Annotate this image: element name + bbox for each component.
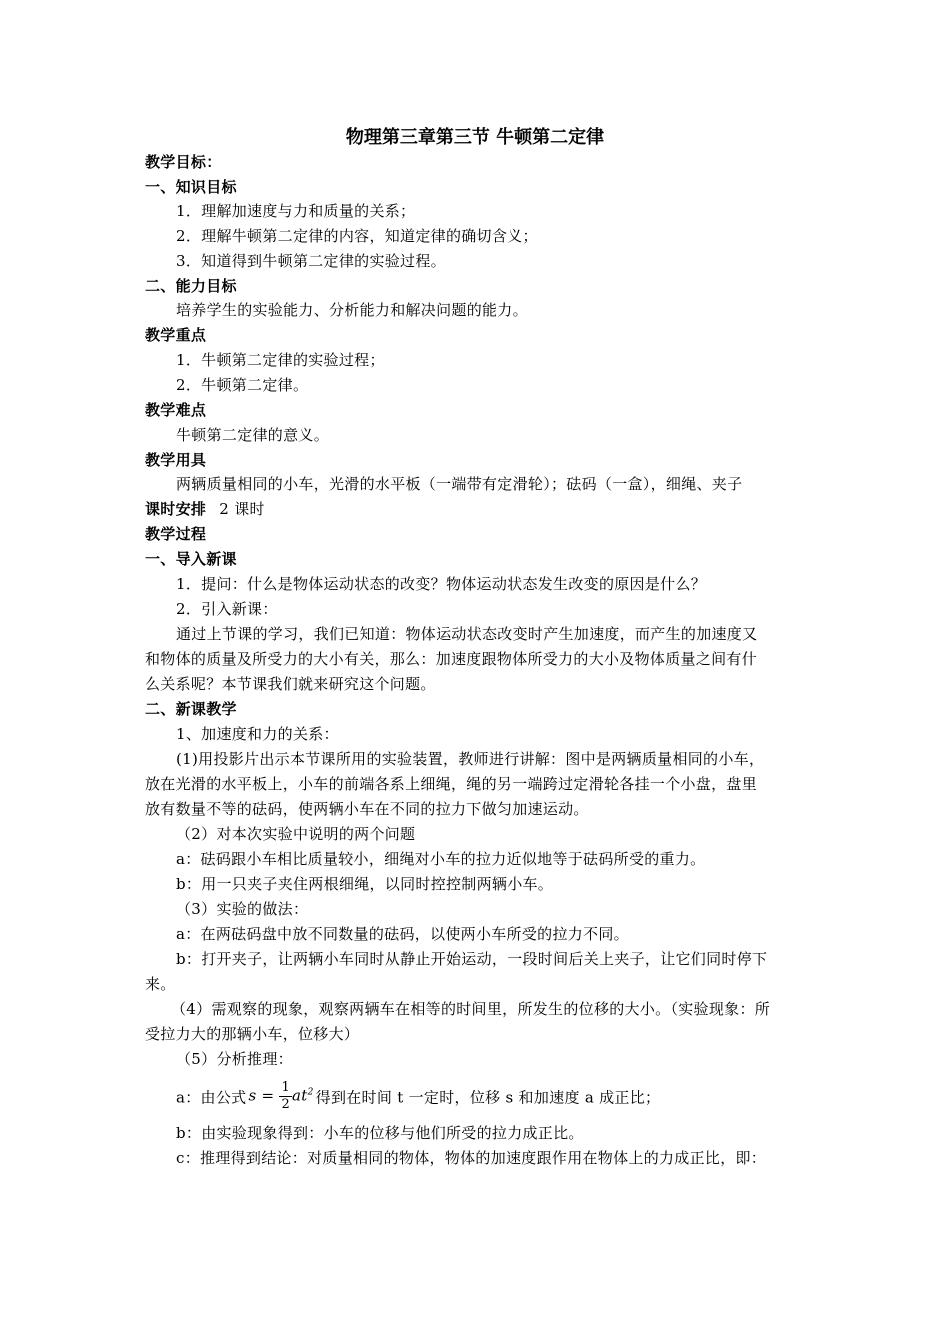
p3-line: （3）实验的做法：: [176, 900, 309, 918]
p5-line: （5）分析推理：: [176, 1050, 293, 1068]
p3b-line: 来。: [145, 975, 176, 993]
tools-heading: 教学用具: [145, 451, 207, 469]
p5a-before: a：由公式: [176, 1088, 247, 1107]
p3a-line: a：在两砝码盘中放不同数量的砝码，以使两小车所受的拉力不同。: [176, 925, 629, 943]
key-points-heading: 教学重点: [145, 326, 207, 344]
intro-item: 2．引入新课：: [176, 600, 278, 618]
p5c-line: c：推理得到结论：对质量相同的物体，物体的加速度跟作用在物体上的力成正比，即：: [176, 1149, 767, 1167]
p4-line: 受拉力大的那辆小车，位移大）: [145, 1025, 360, 1043]
knowledge-item: 3．知道得到牛顿第二定律的实验过程。: [176, 252, 446, 270]
schedule-row: [145, 499, 815, 519]
intro-paragraph-line: 和物体的质量及所受力的大小有关，那么：加速度跟物体所受力的大小及物体质量之间有什: [145, 650, 758, 668]
knowledge-item: 2．理解牛顿第二定律的内容，知道定律的确切含义；: [176, 227, 538, 245]
p1-line: (1)用投影片出示本节课所用的实验装置，教师进行讲解：图中是两辆质量相同的小车，: [176, 750, 765, 768]
key-point-item: 1．牛顿第二定律的实验过程；: [176, 351, 385, 369]
schedule-text: 2 课时: [219, 500, 265, 518]
intro-heading: 一、导入新课: [145, 550, 237, 568]
knowledge-item: 1．理解加速度与力和质量的关系；: [176, 202, 416, 220]
new-lesson-sub1: 1、加速度和力的关系：: [176, 725, 339, 743]
objectives-heading: 教学目标：: [145, 153, 222, 171]
p2a-line: a：砝码跟小车相比质量较小，细绳对小车的拉力近似地等于砝码所受的重力。: [176, 850, 706, 868]
p5a-after: 得到在时间 t 一定时，位移 s 和加速度 a 成正比；: [315, 1088, 661, 1107]
difficulty-heading: 教学难点: [145, 401, 207, 419]
p2b-line: b：用一只夹子夹住两根细绳，以同时控控制两辆小车。: [176, 875, 554, 893]
difficulty-text: 牛顿第二定律的意义。: [176, 426, 330, 444]
p3b-line: b：打开夹子，让两辆小车同时从静止开始运动，一段时间后关上夹子，让它们同时停下: [176, 950, 768, 968]
knowledge-heading: 一、知识目标: [145, 178, 237, 196]
schedule-heading: 课时安排: [145, 500, 207, 518]
intro-paragraph-line: 么关系呢？本节课我们就来研究这个问题。: [145, 675, 436, 693]
p1-line: 放在光滑的水平板上，小车的前端各系上细绳，绳的另一端跨过定滑轮各挂一个小盘，盘里: [145, 775, 758, 793]
p4-line: （4）需观察的现象，观察两辆车在相等的时间里，所发生的位移的大小。（实验现象：所: [171, 1000, 771, 1018]
ability-text: 培养学生的实验能力、分析能力和解决问题的能力。: [176, 301, 528, 319]
key-point-item: 2．牛顿第二定律。: [176, 376, 309, 394]
ability-heading: 二、能力目标: [145, 277, 237, 295]
formula-denominator: 2: [281, 1097, 291, 1112]
p1-line: 放有数量不等的砝码，使两辆小车在不同的拉力下做匀加速运动。: [145, 800, 589, 818]
process-heading: 教学过程: [145, 525, 207, 543]
formula-numerator: 1: [281, 1080, 291, 1095]
formula-lhs: s =: [248, 1086, 275, 1105]
intro-paragraph-line: 通过上节课的学习，我们已知道：物体运动状态改变时产生加速度，而产生的加速度又: [176, 625, 758, 643]
new-lesson-heading: 二、新课教学: [145, 700, 237, 718]
formula-exponent: 2: [307, 1087, 314, 1098]
intro-item: 1．提问：什么是物体运动状态的改变？物体运动状态发生改变的原因是什么？: [176, 575, 707, 593]
displacement-formula: [248, 1080, 313, 1113]
tools-text: 两辆质量相同的小车，光滑的水平板（一端带有定滑轮）；砝码（一盒），细绳、夹子: [176, 475, 743, 493]
p2-line: （2）对本次实验中说明的两个问题: [176, 825, 416, 843]
page-title: 物理第三章第三节 牛顿第二定律: [345, 127, 605, 148]
p5a-line: [176, 1082, 846, 1115]
formula-fraction: [279, 1080, 292, 1113]
formula-rhs: at: [292, 1086, 308, 1105]
p5b-line: b：由实验现象得到：小车的位移与他们所受的拉力成正比。: [176, 1124, 584, 1142]
